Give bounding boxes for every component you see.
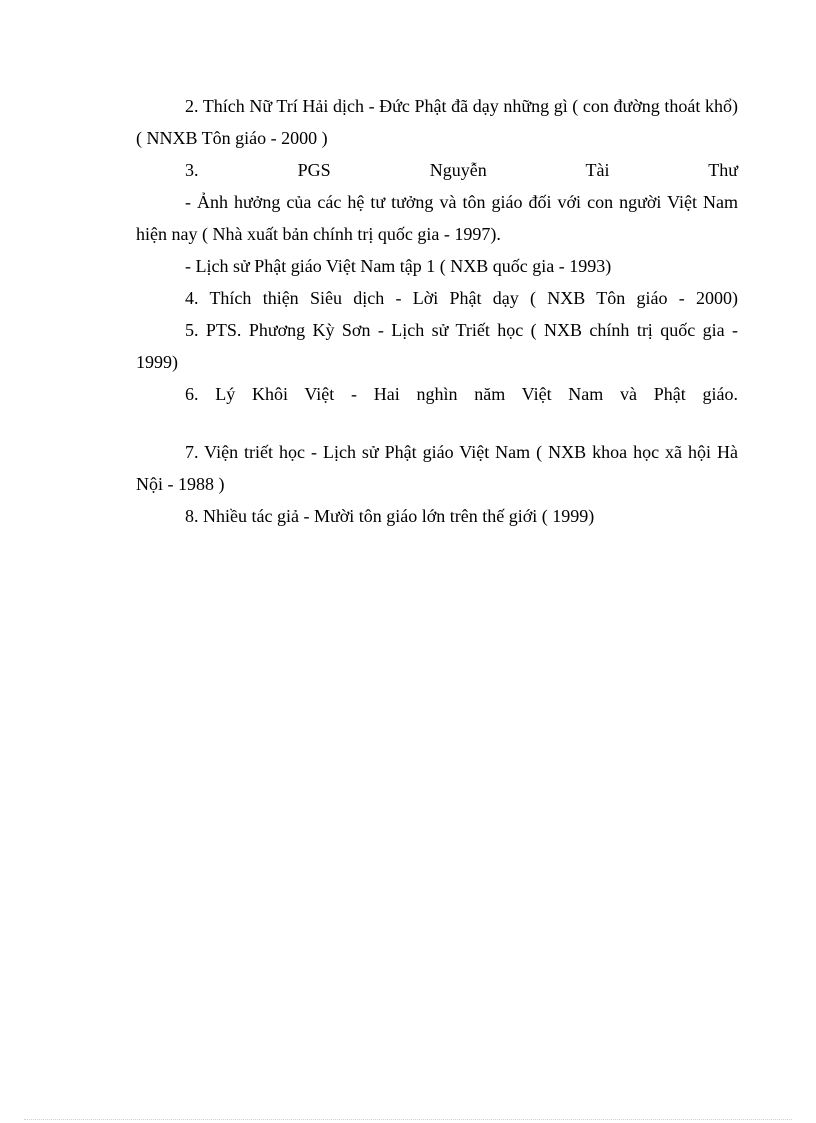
reference-item-2: 2. Thích Nữ Trí Hải dịch - Đức Phật đã dạy những gì ( con đường thoát khổ) ( NNXB Tôn giáo - 2000 ) xyxy=(136,96,738,148)
reference-item-3-sub-2: - Lịch sử Phật giáo Việt Nam tập 1 ( NXB quốc gia - 1993) xyxy=(185,256,612,276)
reference-item-6: 6. Lý Khôi Việt - Hai nghìn năm Việt Nam và Phật giáo. xyxy=(185,384,738,404)
reference-item-3-sub-1: - Ảnh hưởng của các hệ tư tưởng và tôn giáo đối với con người Việt Nam hiện nay ( Nhà xuất bản chính trị quốc gia - 1997). xyxy=(136,192,738,244)
reference-item-3-heading: 3. PGS Nguyễn Tài Thư xyxy=(185,160,738,180)
reference-item-4: 4. Thích thiện Siêu dịch - Lời Phật dạy ( NXB Tôn giáo - 2000) xyxy=(185,288,738,308)
page-bottom-border xyxy=(24,1119,792,1120)
reference-list xyxy=(136,90,738,532)
reference-item-7: 7. Viện triết học - Lịch sử Phật giáo Việt Nam ( NXB khoa học xã hội Hà Nội - 1988 ) xyxy=(136,442,738,494)
paragraph-spacer xyxy=(136,410,738,436)
reference-item-5: 5. PTS. Phương Kỳ Sơn - Lịch sử Triết học ( NXB chính trị quốc gia - 1999) xyxy=(136,320,738,372)
reference-item-8: 8. Nhiều tác giả - Mười tôn giáo lớn trên thế giới ( 1999) xyxy=(185,506,595,526)
